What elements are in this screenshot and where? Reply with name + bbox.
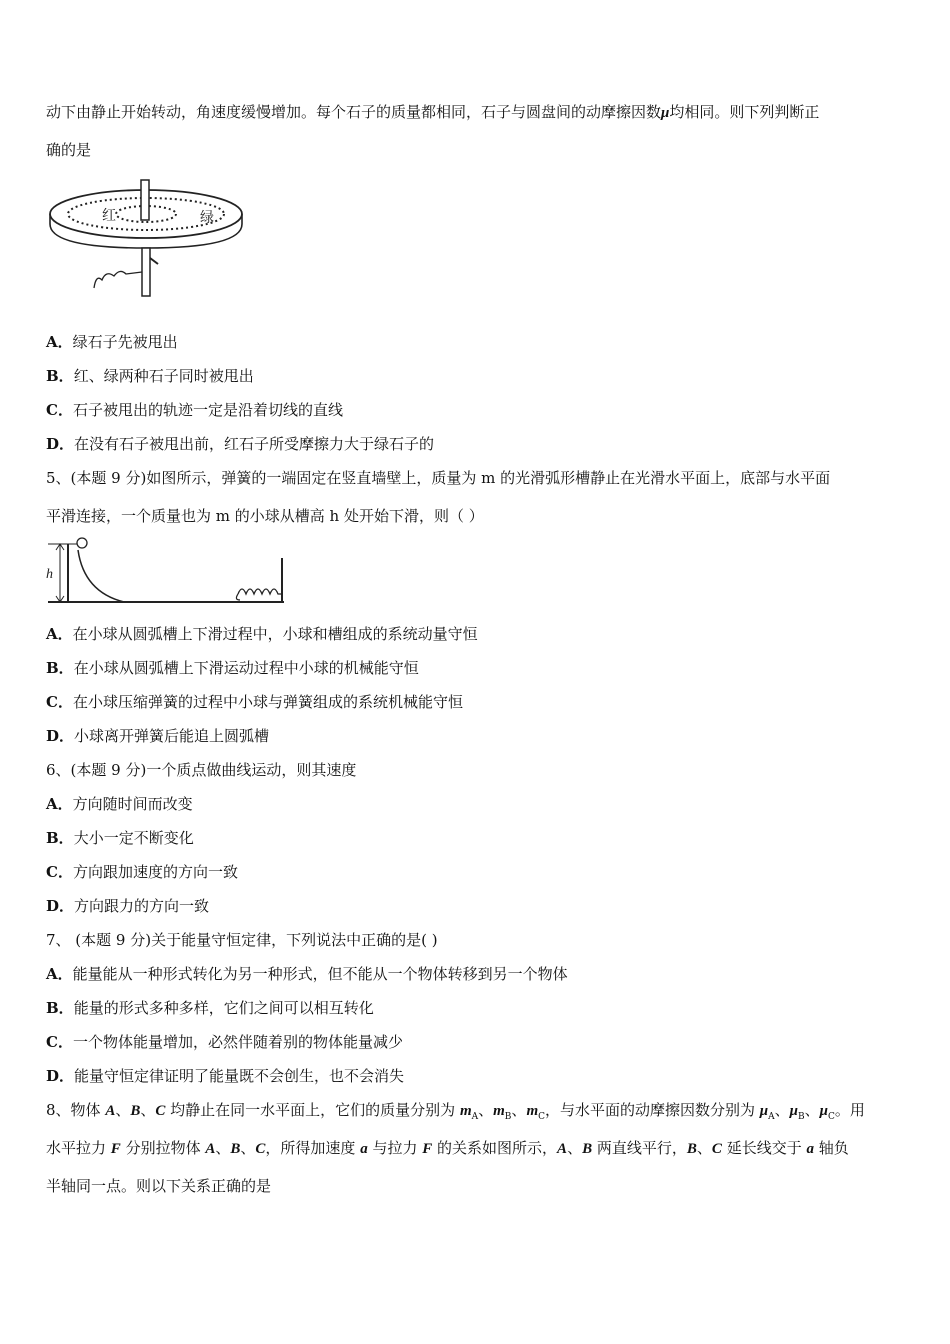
q7-option-b	[46, 998, 908, 1018]
q7-option-b-letter: B．	[46, 999, 74, 1017]
q7-option-c-letter: C．	[46, 1033, 73, 1051]
q8-text: 的关系如图所示，	[432, 1139, 558, 1157]
q4-option-d-text: 在没有石子被甩出前，红石子所受摩擦力大于绿石子的	[74, 435, 435, 453]
q6-option-d-text: 方向跟力的方向一致	[74, 897, 210, 915]
q8-text: 轴负	[813, 1139, 849, 1157]
q8-mass-symbol: m	[526, 1103, 539, 1119]
q6-option-b	[46, 828, 908, 848]
q5-option-c-text: 在小球压缩弹簧的过程中小球与弹簧组成的系统机械能守恒	[72, 693, 463, 711]
q4-option-c-letter: C．	[46, 401, 73, 419]
q8-sep: 、	[696, 1139, 712, 1157]
q8-text: 延长线交于	[721, 1139, 807, 1157]
q8-sep: 、	[215, 1139, 231, 1157]
q8-stem-line-2	[46, 1138, 908, 1159]
q8-text: 两直线平行，	[592, 1139, 687, 1157]
q8-var-b: B	[686, 1141, 697, 1157]
q6-option-c-text: 方向跟加速度的方向一致	[72, 863, 238, 881]
q4-option-d	[46, 434, 908, 454]
q8-text: 水平拉力	[46, 1139, 111, 1157]
q8-sep: 、	[804, 1101, 820, 1119]
q8-mu-symbol: μ	[819, 1103, 828, 1119]
q7-option-d	[46, 1066, 908, 1086]
q8-text: ，与水平面的动摩擦因数分别为	[545, 1101, 760, 1119]
q7-option-a	[46, 964, 908, 984]
q7-option-b-text: 能量的形式多种多样，它们之间可以相互转化	[73, 999, 374, 1017]
q8-sub: A	[768, 1112, 775, 1122]
q6-option-b-letter: B．	[46, 829, 74, 847]
mu-symbol: μ	[661, 105, 670, 121]
q6-option-b-text: 大小一定不断变化	[73, 829, 194, 847]
q4-option-a-text: 绿石子先被甩出	[72, 333, 178, 351]
q5-option-a	[46, 624, 908, 644]
q6-option-d	[46, 896, 908, 916]
q8-var-b: B	[230, 1141, 241, 1157]
q8-stem-line-3: 半轴同一点。则以下关系正确的是	[46, 1177, 272, 1195]
q8-sub: C	[538, 1112, 545, 1122]
intro-line-2: 确的是	[46, 141, 92, 159]
q5-option-d-text: 小球离开弹簧后能追上圆弧槽	[74, 727, 270, 745]
q8-sep: 、	[511, 1101, 527, 1119]
q5-option-d-letter: D．	[46, 727, 75, 745]
q8-var-b: B	[582, 1141, 593, 1157]
q8-stem-line-1	[46, 1100, 908, 1127]
q8-force-symbol: F	[110, 1141, 121, 1157]
q6-option-a-letter: A．	[46, 795, 73, 813]
q8-mass-symbol: m	[493, 1103, 505, 1119]
intro-text-a: 动下由静止开始转动，角速度缓慢增加。每个石子的质量都相同，石子与圆盘间的动摩擦因数	[46, 103, 662, 121]
q5-option-a-letter: A．	[46, 625, 73, 643]
q4-option-b-letter: B．	[46, 367, 74, 385]
arc-slot-spring-figure	[44, 536, 288, 608]
label-green: 绿	[200, 210, 214, 226]
label-red: 红	[102, 208, 116, 224]
q6-option-d-letter: D．	[46, 897, 75, 915]
q4-option-c-text: 石子被甩出的轨迹一定是沿着切线的直线	[72, 401, 343, 419]
q8-text: 分别拉物体	[120, 1139, 206, 1157]
q7-option-a-text: 能量能从一种形式转化为另一种形式，但不能从一个物体转移到另一个物体	[72, 965, 568, 983]
q8-sep: 、	[140, 1101, 156, 1119]
intro-text-b: 均相同。则下列判断正	[669, 103, 820, 121]
q8-sub: C	[827, 1112, 835, 1122]
q5-option-b-text: 在小球从圆弧槽上下滑运动过程中小球的机械能守恒	[73, 659, 419, 677]
q8-var-c: C	[155, 1103, 166, 1119]
q8-sep: 、	[478, 1101, 494, 1119]
q4-option-a	[46, 332, 908, 352]
q8-mass-symbol: m	[459, 1103, 472, 1119]
q8-text: 8、物体	[46, 1101, 106, 1119]
q8-accel-symbol: a	[360, 1141, 368, 1157]
q8-sub: B	[504, 1112, 512, 1122]
q8-text: 与拉力	[367, 1139, 423, 1157]
q8-accel-symbol: a	[806, 1141, 814, 1157]
q8-mu-symbol: μ	[789, 1103, 798, 1119]
q8-sub: B	[797, 1112, 805, 1122]
q8-force-symbol: F	[422, 1141, 433, 1157]
q8-text: 均静止在同一水平面上，它们的质量分别为	[165, 1101, 460, 1119]
q5-option-b-letter: B．	[46, 659, 74, 677]
q8-var-a: A	[105, 1103, 116, 1119]
q6-stem: 6、(本题 9 分)一个质点做曲线运动，则其速度	[46, 761, 357, 779]
q8-text: 。用	[834, 1101, 865, 1119]
q6-option-a	[46, 794, 908, 814]
q4-option-c	[46, 400, 908, 420]
q7-option-d-text: 能量守恒定律证明了能量既不会创生，也不会消失	[74, 1067, 405, 1085]
q4-option-b-text: 红、绿两种石子同时被甩出	[73, 367, 254, 385]
q8-sep: 、	[567, 1139, 583, 1157]
q5-option-c	[46, 692, 908, 712]
q8-var-c: C	[711, 1141, 722, 1157]
q6-option-c-letter: C．	[46, 863, 73, 881]
q5-option-b	[46, 658, 908, 678]
q7-option-c-text: 一个物体能量增加，必然伴随着别的物体能量减少	[72, 1033, 403, 1051]
q5-stem-line-2: 平滑连接，一个质量也为 m 的小球从槽高 h 处开始下滑，则（ ）	[46, 507, 484, 525]
q5-option-a-text: 在小球从圆弧槽上下滑过程中，小球和槽组成的系统动量守恒	[72, 625, 478, 643]
q8-sep: 、	[115, 1101, 131, 1119]
q8-sep: 、	[774, 1101, 790, 1119]
q8-var-b: B	[130, 1103, 141, 1119]
q8-var-c: C	[255, 1141, 266, 1157]
q8-sep: 、	[240, 1139, 256, 1157]
q7-option-c	[46, 1032, 908, 1052]
label-h: h	[46, 567, 53, 582]
intro-line-1	[46, 102, 908, 123]
q8-text: ，所得加速度	[265, 1139, 361, 1157]
q8-sub: A	[471, 1112, 479, 1122]
rotating-disc-figure	[46, 176, 246, 300]
q5-option-d	[46, 726, 908, 746]
q5-option-c-letter: C．	[46, 693, 73, 711]
q4-option-b	[46, 366, 908, 386]
q6-option-a-text: 方向随时间而改变	[72, 795, 193, 813]
q5-stem-line-1: 5、(本题 9 分)如图所示，弹簧的一端固定在竖直墙壁上，质量为 m 的光滑弧形槽静止在光滑水平面上，底部与水平面	[46, 469, 831, 487]
q7-stem: 7、 (本题 9 分)关于能量守恒定律，下列说法中正确的是( )	[46, 931, 438, 949]
q7-option-a-letter: A．	[46, 965, 73, 983]
q8-var-a: A	[205, 1141, 216, 1157]
q6-option-c	[46, 862, 908, 882]
q7-option-d-letter: D．	[46, 1067, 75, 1085]
q8-var-a: A	[557, 1141, 568, 1157]
q8-mu-symbol: μ	[759, 1103, 769, 1119]
q4-option-d-letter: D．	[46, 435, 75, 453]
q4-option-a-letter: A．	[46, 333, 73, 351]
